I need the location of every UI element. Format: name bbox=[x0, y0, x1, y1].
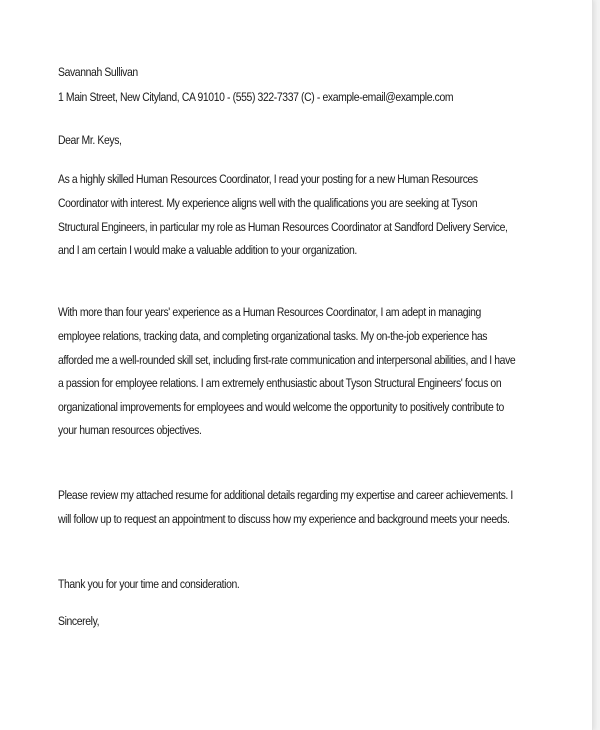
paragraph-2-line: employee relations, tracking data, and completing organizational tasks. My on-the-job experience has bbox=[58, 329, 488, 343]
paragraph-1-line: As a highly skilled Human Resources Coordinator, I read your posting for a new Human Resources bbox=[58, 172, 478, 186]
sender-contact: 1 Main Street, New Cityland, CA 91010 - (555) 322-7337 (C) - example-email@example.com bbox=[58, 90, 454, 104]
paragraph-2-line: afforded me a well-rounded skill set, including first-rate communication and interpersonal abilities, and I have bbox=[58, 353, 516, 367]
paragraph-1-line: Coordinator with interest. My experience aligns well with the qualifications you are seeking at Tyson bbox=[58, 196, 478, 210]
paragraph-3-line: Please review my attached resume for additional details regarding my expertise and career achievements. I bbox=[58, 488, 513, 502]
paragraph-4: Thank you for your time and consideration. bbox=[58, 577, 240, 591]
sender-name: Savannah Sullivan bbox=[58, 65, 138, 79]
paragraph-2-line: With more than four years' experience as a Human Resources Coordinator, I am adept in managing bbox=[58, 305, 481, 319]
closing: Sincerely, bbox=[58, 614, 100, 628]
paragraph-2-line: organizational improvements for employees and would welcome the opportunity to positively contribute to bbox=[58, 400, 504, 414]
paragraph-3-line: will follow up to request an appointment to discuss how my experience and background meets your needs. bbox=[58, 512, 510, 526]
paragraph-1-line: and I am certain I would make a valuable addition to your organization. bbox=[58, 243, 357, 257]
salutation: Dear Mr. Keys, bbox=[58, 133, 122, 147]
paragraph-2-line: a passion for employee relations. I am extremely enthusiastic about Tyson Structural Engineers' focus on bbox=[58, 376, 502, 390]
paragraph-2-line: your human resources objectives. bbox=[58, 423, 202, 437]
paragraph-1-line: Structural Engineers, in particular my role as Human Resources Coordinator at Sandford Delivery Service, bbox=[58, 220, 508, 234]
